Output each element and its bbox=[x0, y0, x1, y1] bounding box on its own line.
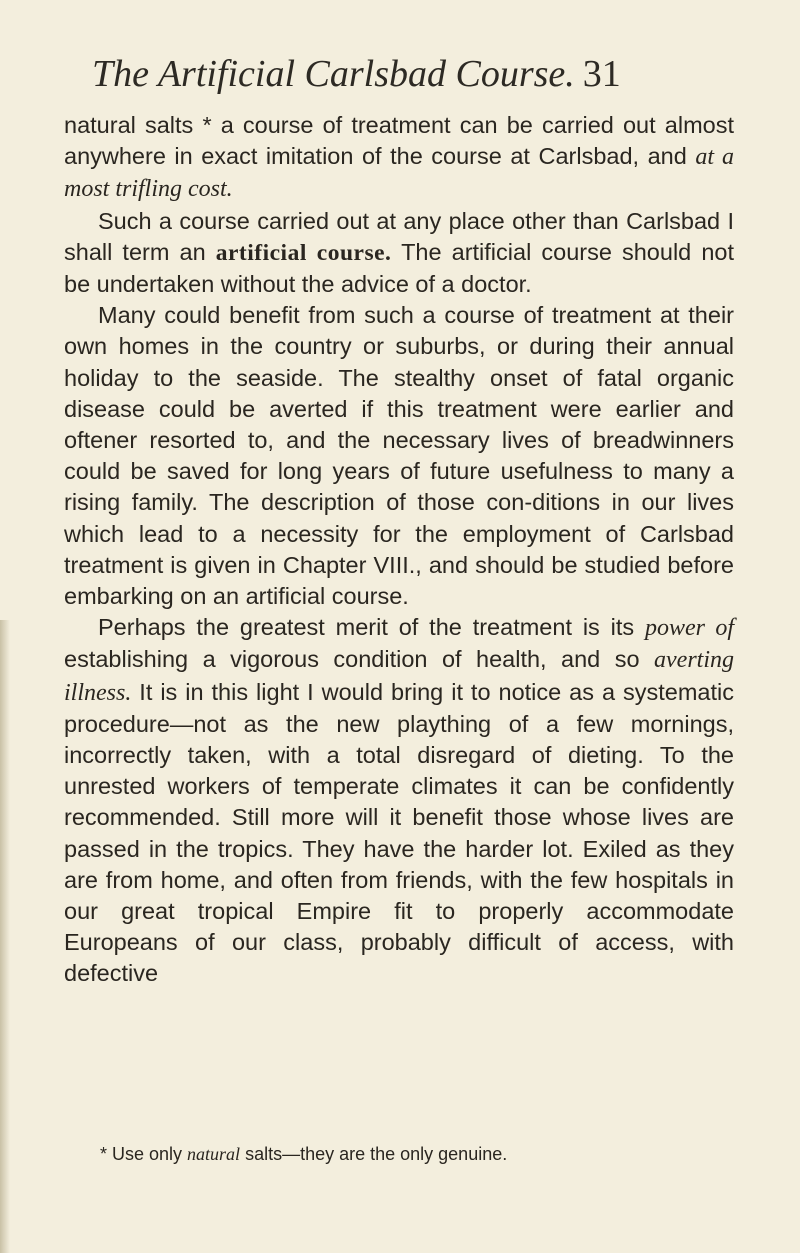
footnote-emphasis: natural bbox=[187, 1144, 241, 1164]
page-edge-shadow bbox=[0, 620, 10, 1253]
paragraph-1-text: natural salts * a course of treatment can be carried out almost anywhere in exact imitation of the course at Carlsbad, and bbox=[64, 112, 734, 170]
paragraph-4 bbox=[64, 612, 734, 989]
paragraph-2-text-end: The artificial course should not be undertaken without the advice of a doctor. bbox=[64, 238, 734, 298]
footnote-text-start: * Use only bbox=[100, 1144, 188, 1164]
paragraph-1 bbox=[64, 110, 734, 206]
paragraph-2-text-start: Such a course carried out at any place other than Carlsbad I shall term an bbox=[64, 207, 734, 265]
body-text bbox=[64, 110, 734, 990]
running-title: The Artificial Carlsbad Course. bbox=[92, 53, 575, 95]
paragraph-3-text: Many could benefit from such a course of treatment at their own homes in the country or suburbs, or during their annual holiday to the seaside. The stealthy onset of fatal organic disease could be averted if this treatment were earlier and oftener resorted to, and the necessary lives of breadwinners could be saved for long years of future usefulness to many a rising family. The description of those con-ditions in our lives which lead to a necessity for the employment of Carlsbad treatment is given in Chapter VIII., and should be studied before embarking on an artificial course. bbox=[64, 302, 734, 610]
paragraph-2-term: artificial course. bbox=[215, 239, 392, 266]
paragraph-2 bbox=[64, 206, 734, 301]
paragraph-4-emphasis-2: averting illness. bbox=[64, 647, 734, 706]
paragraph-3 bbox=[64, 300, 734, 612]
paragraph-4-text-start: Perhaps the greatest merit of the treatment is its bbox=[98, 614, 645, 641]
footnote-text-end: salts—they are the only genuine. bbox=[240, 1144, 508, 1164]
paragraph-1-emphasis: at a most trifling cost. bbox=[64, 144, 734, 203]
paragraph-4-text-mid: establishing a vigorous condition of health, and so bbox=[64, 646, 655, 673]
page-number: 31 bbox=[582, 53, 621, 95]
paragraph-4-text-end: It is in this light I would bring it to notice as a systematic procedure—not as the new plaything of a few mornings, incorrectly taken, with a total disregard of dieting. To the unrested workers of temperate climates it can be confidently recommended. Still more will it benefit those whose lives are passed in the tropics. They have the harder lot. Exiled as they are from home, and often from friends, with the few hospitals in our great tropical Empire fit to properly accommodate Europeans of our class, probably difficult of access, with defective bbox=[64, 678, 734, 987]
paragraph-4-emphasis-1: power of bbox=[645, 615, 734, 642]
footnote bbox=[100, 1142, 740, 1166]
running-header bbox=[92, 52, 732, 96]
